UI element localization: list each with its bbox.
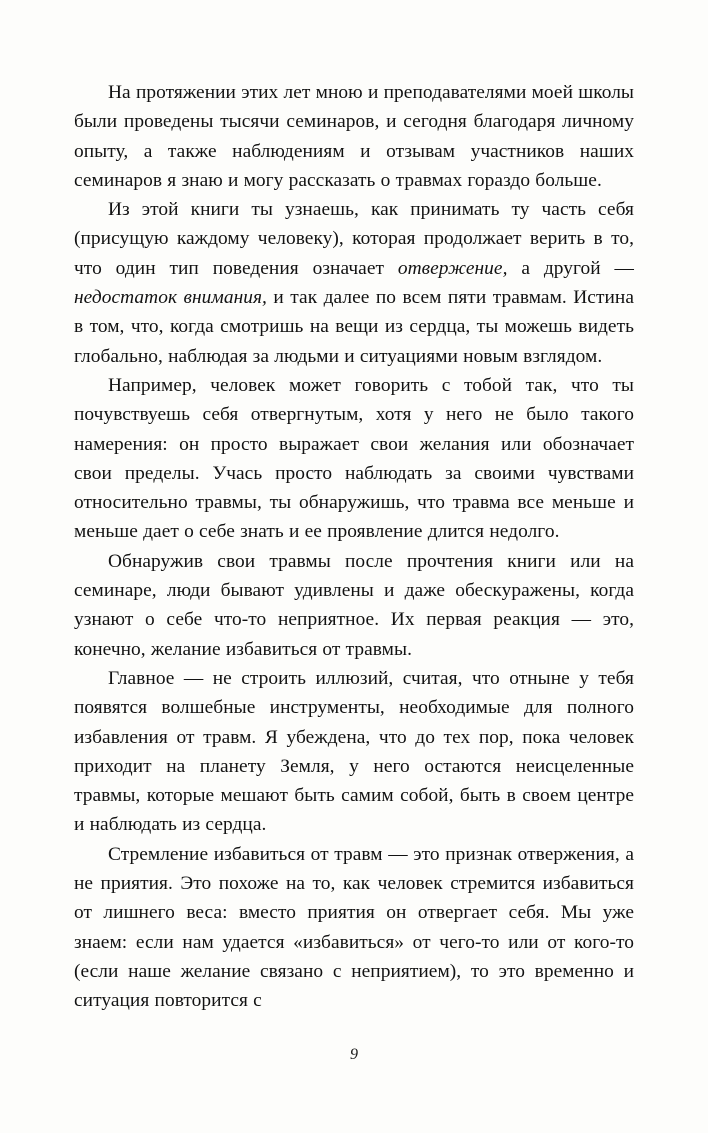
paragraph-5-text: Главное — не строить иллюзий, считая, что отныне у тебя появятся волшебные инструменты, необходимые для полного избавления от травм. Я убеждена, что до тех пор, пока человек приходит на планету Земля, у него остаются неисцеленные травмы, которые мешают быть самим собой, быть в своем центре и наблюдать из сердца.: [74, 667, 634, 836]
paragraph-6-text: Стремление избавиться от травм — это признак отвержения, а не приятия. Это похоже на то, как человек стремится избавиться от лишнего веса: вместо приятия он отвергает себя. Мы уже знаем: если нам удается «избавиться» от чего-то или от кого-то (если наше желание связано с неприятием), то это временно и ситуация повторится с: [74, 843, 634, 1012]
paragraph-2-text-part-2: а другой —: [507, 257, 634, 279]
emphasis-otverzhenie: отвержение,: [397, 257, 508, 279]
paragraph-4-text: Обнаружив свои травмы после прочтения книги или на семинаре, люди бывают удивлены и даже обескуражены, когда узнают о себе что-то неприятное. Их первая реакция — это, конечно, желание избавиться от травмы.: [74, 550, 634, 660]
emphasis-nedostatok-vnimaniya: недостаток внимания,: [74, 287, 267, 309]
body-text-column: [74, 78, 634, 1016]
paragraph-3: [74, 371, 634, 547]
paragraph-3-text: Например, человек может говорить с тобой так, что ты почувствуешь себя отвергнутым, хотя у него не было такого намерения: он просто выражает свои желания или обозначает свои пределы. Учась просто наблюдать за своими чувствами относительно травмы, ты обнаружишь, что травма все меньше и меньше дает о себе знать и ее проявление длится недолго.: [74, 374, 634, 543]
page-number: 9: [350, 1046, 358, 1063]
paragraph-4: [74, 547, 634, 664]
paragraph-2: [74, 195, 634, 371]
paragraph-6: [74, 840, 634, 1016]
paragraph-2-text-part-1: Из этой книги ты узнаешь, как принимать ту часть себя (присущую каждому человеку), которая продолжает верить в то, что один тип поведения означает: [74, 199, 634, 279]
paragraph-1-text: На протяжении этих лет мною и преподавателями моей школы были проведены тысячи семинаров, и сегодня благодаря личному опыту, а также наблюдениям и отзывам участников наших семинаров я знаю и могу рассказать о травмах гораздо больше.: [74, 82, 634, 191]
paragraph-1: [74, 78, 634, 195]
paragraph-2-text-part-3: и так далее по всем пяти травмам. Истина в том, что, когда смотришь на вещи из сердца, ты можешь видеть глобально, наблюдая за людьми и ситуациями новым взглядом.: [74, 287, 634, 367]
paragraph-5: [74, 664, 634, 840]
